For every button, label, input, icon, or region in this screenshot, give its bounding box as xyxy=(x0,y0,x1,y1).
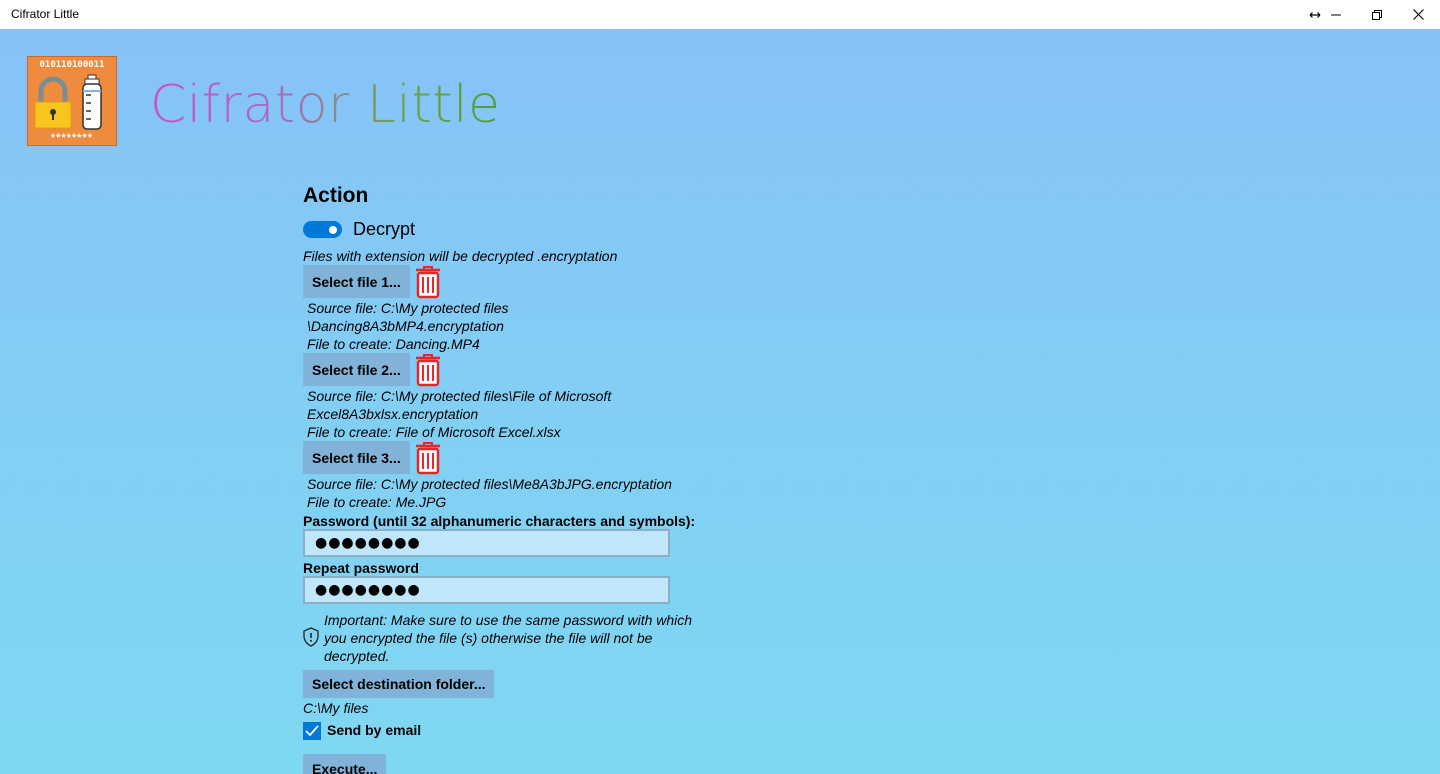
destination-path: C:\My files xyxy=(303,700,369,716)
file-2-create: File to create: File of Microsoft Excel.xlsx xyxy=(307,424,561,440)
select-file-2-button[interactable]: Select file 2... xyxy=(303,353,410,386)
restore-button[interactable] xyxy=(1357,0,1397,29)
repeat-password-label: Repeat password xyxy=(303,560,419,576)
close-button[interactable] xyxy=(1398,0,1438,29)
important-line2: you encrypted the file (s) otherwise the file will not be xyxy=(324,630,653,646)
trash-icon[interactable] xyxy=(414,265,442,299)
minimize-button[interactable] xyxy=(1316,0,1356,29)
important-line3: decrypted. xyxy=(324,648,390,664)
file-3-create: File to create: Me.JPG xyxy=(307,494,447,510)
minimize-icon xyxy=(1331,10,1341,20)
password-label: Password (until 32 alphanumeric characters and symbols): xyxy=(303,513,696,529)
execute-button[interactable]: Execute... xyxy=(303,754,386,774)
checkmark-icon xyxy=(305,725,319,737)
file-1-source-line2: \Dancing8A3bMP4.encryptation xyxy=(307,318,504,334)
title-bar xyxy=(0,0,1440,29)
send-by-email-checkbox[interactable] xyxy=(303,722,321,740)
action-hint: Files with extension will be decrypted .encryptation xyxy=(303,248,618,264)
select-file-3-button[interactable]: Select file 3... xyxy=(303,441,410,474)
window-title: Cifrator Little xyxy=(11,7,80,21)
trash-icon[interactable] xyxy=(414,441,442,475)
trash-icon[interactable] xyxy=(414,353,442,387)
select-file-1-button[interactable]: Select file 1... xyxy=(303,265,410,298)
toggle-knob xyxy=(329,226,337,234)
close-icon xyxy=(1413,9,1424,20)
password-input[interactable]: ●●●●●●●● xyxy=(303,529,670,557)
important-line1: Important: Make sure to use the same password with which xyxy=(324,612,693,628)
shield-warning-icon xyxy=(302,627,320,647)
app-logo xyxy=(27,56,117,146)
decrypt-toggle-label: Decrypt xyxy=(353,219,416,239)
file-2-source-line1: Source file: C:\My protected files\File of Microsoft xyxy=(307,388,612,404)
repeat-password-input[interactable]: ●●●●●●●● xyxy=(303,576,670,604)
file-3-source: Source file: C:\My protected files\Me8A3bJPG.encryptation xyxy=(307,476,672,492)
app-title: Cifrator Little xyxy=(150,75,501,135)
logo-bits: 010110100011 xyxy=(39,60,105,70)
restore-icon xyxy=(1372,10,1382,20)
select-destination-folder-button[interactable]: Select destination folder... xyxy=(303,670,494,698)
file-2-source-line2: Excel8A3bxlsx.encryptation xyxy=(307,406,479,422)
file-1-create: File to create: Dancing.MP4 xyxy=(307,336,480,352)
decrypt-toggle[interactable] xyxy=(303,221,342,238)
send-by-email-label: Send by email xyxy=(327,722,422,738)
logo-stars: ******** xyxy=(50,132,94,144)
file-1-source-line1: Source file: C:\My protected files xyxy=(307,300,509,316)
action-heading: Action xyxy=(303,184,369,207)
